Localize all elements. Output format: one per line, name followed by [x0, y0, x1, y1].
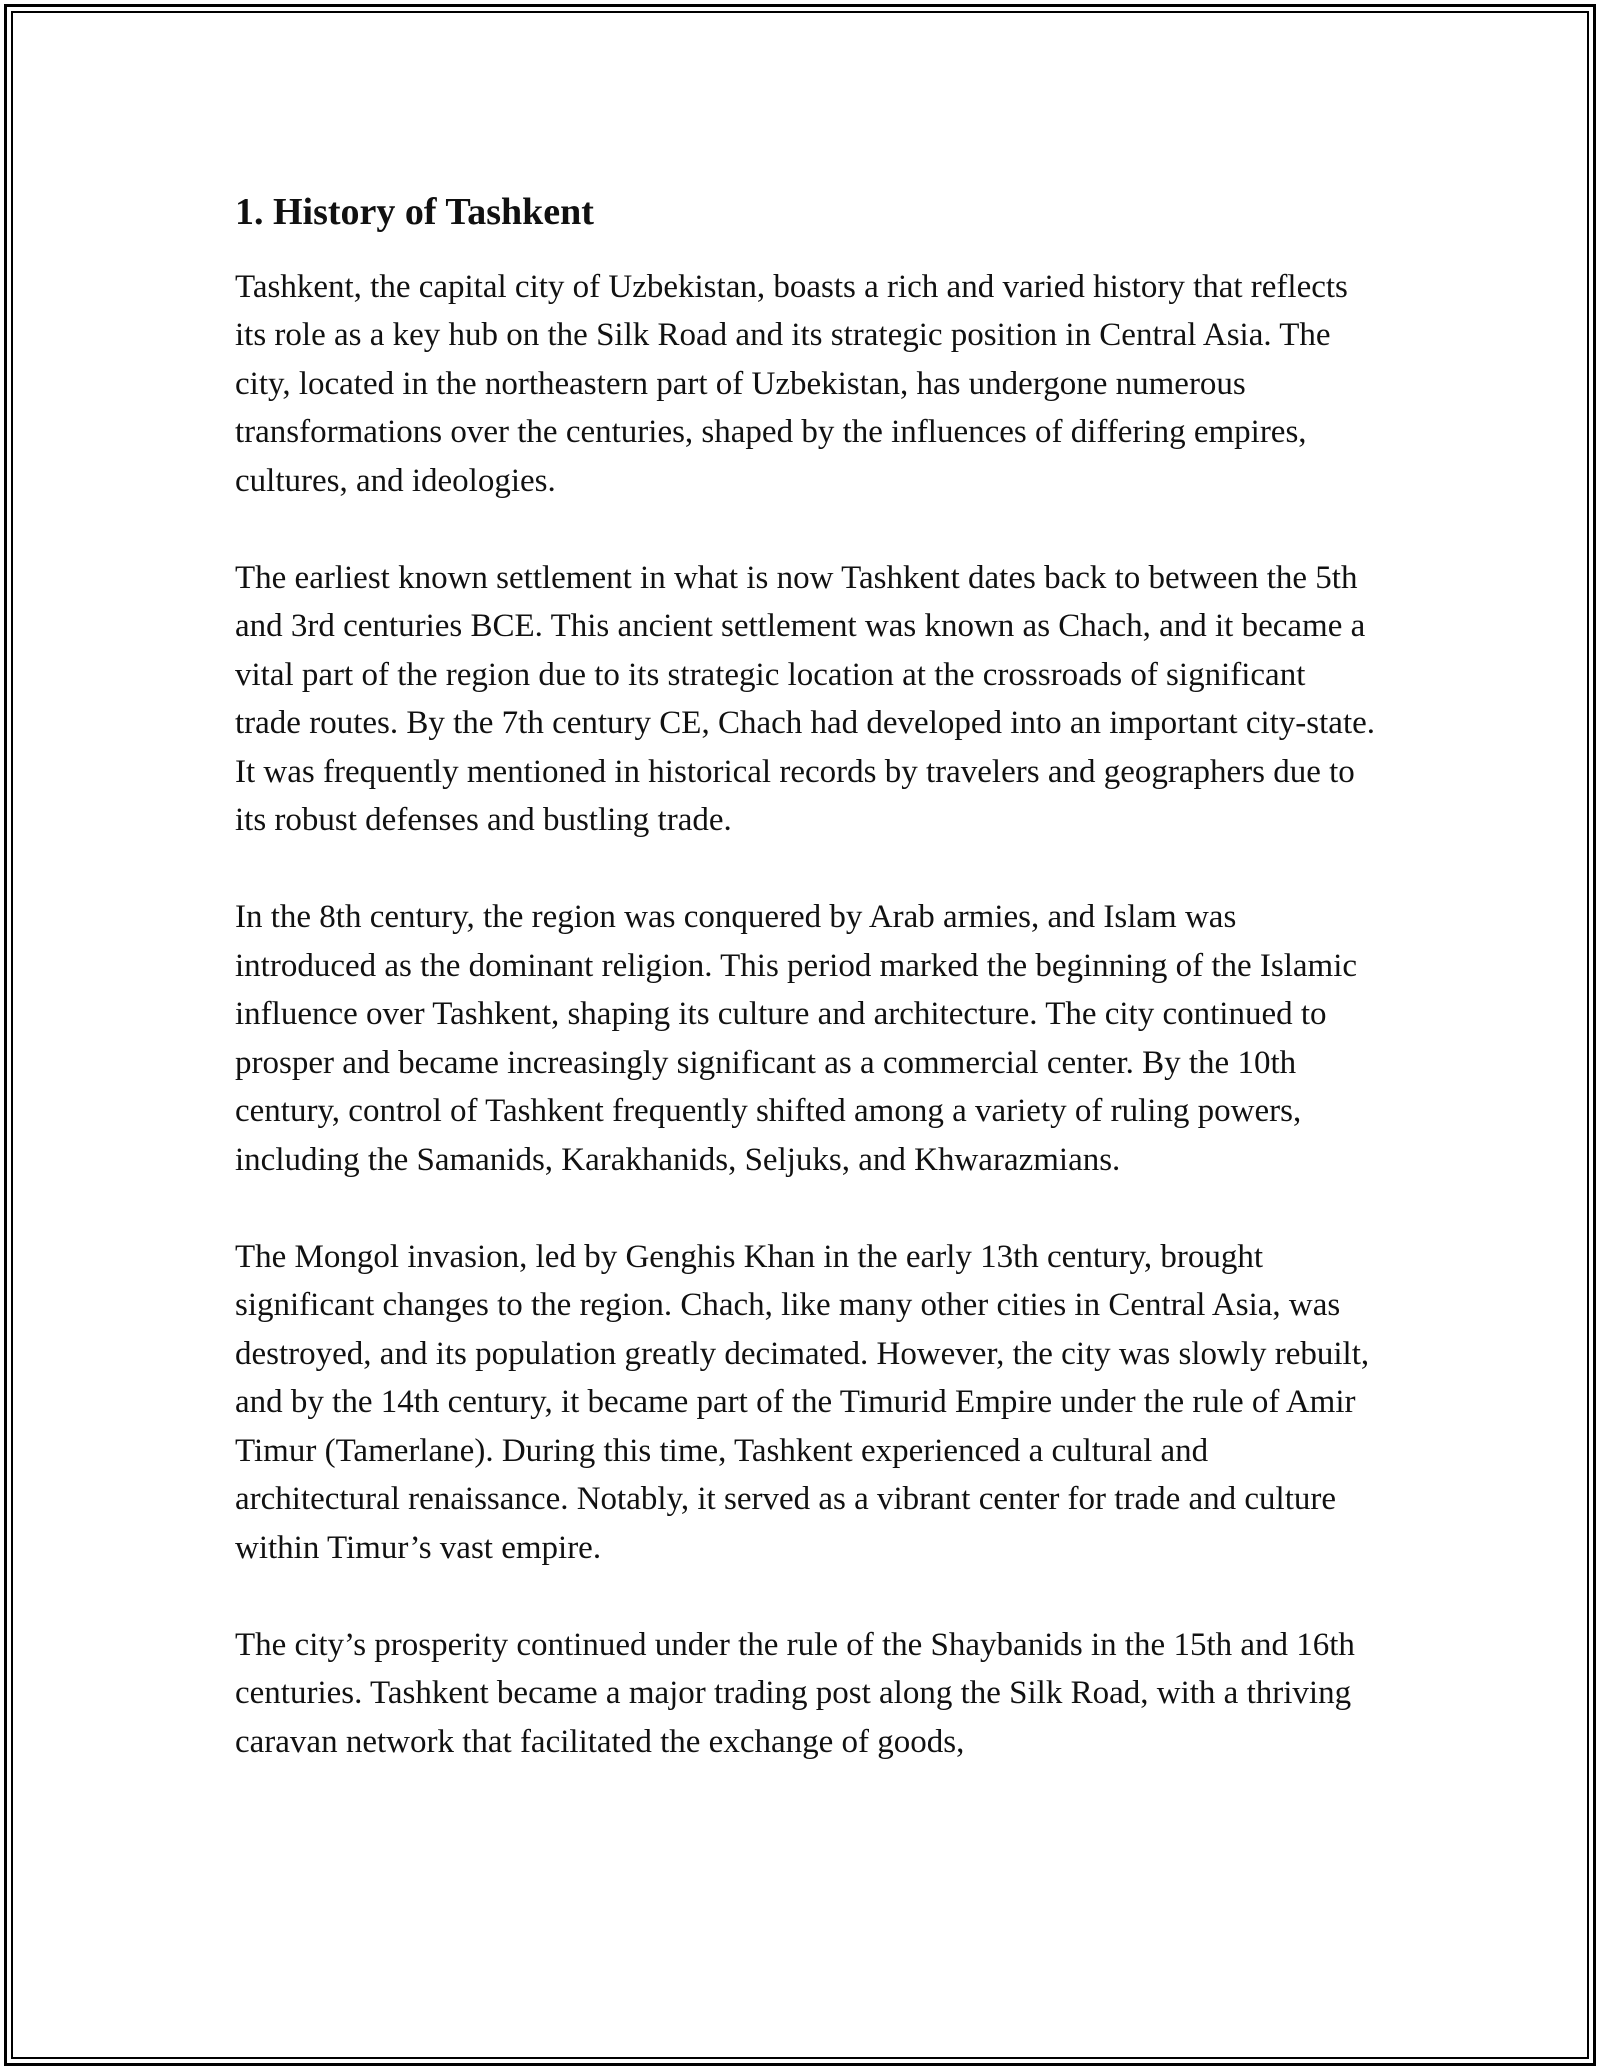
paragraph-intro: Tashkent, the capital city of Uzbekistan, boasts a rich and varied history that reflects its role as a key hub on the Silk Road and its strategic position in Central Asia. The city, located in the northeastern part of Uzbekistan, has undergone numerous transformations over the centuries, shaped by the influences of differing empires, cultures, and ideologies.: [235, 268, 1348, 499]
paragraph-shaybanids: The city’s prosperity continued under the rule of the Shaybanids in the 15th and 16th centuries. Tashkent became a major trading post along the Silk Road, with a thriving caravan network that facilitated the exchange of goods,: [235, 1626, 1355, 1760]
paragraph-early-settlement: The earliest known settlement in what is now Tashkent dates back to between the 5th and 3rd centuries BCE. This ancient settlement was known as Chach, and it became a vital part of the region due to its strategic location at the crossroads of significant trade routes. By the 7th century CE, Chach had developed into an important city-state. It was frequently mentioned in historical records by travelers and geographers due to its robust defenses and bustling trade.: [235, 559, 1376, 839]
document-body: [235, 180, 1375, 1815]
paragraph-mongol-invasion: The Mongol invasion, led by Genghis Khan in the early 13th century, brought significant changes to the region. Chach, like many other cities in Central Asia, was destroyed, and its population greatly decimated. However, the city was slowly rebuilt, and by the 14th century, it became part of the Timurid Empire under the rule of Amir Timur (Tamerlane). During this time, Tashkent experienced a cultural and architectural renaissance. Notably, it served as a vibrant center for trade and culture within Timur’s vast empire.: [235, 1238, 1370, 1566]
section-heading: 1. History of Tashkent: [235, 191, 594, 233]
paragraph-arab-conquest: In the 8th century, the region was conquered by Arab armies, and Islam was introduced as the dominant religion. This period marked the beginning of the Islamic influence over Tashkent, shaping its culture and architecture. The city continued to prosper and became increasingly significant as a commercial center. By the 10th century, control of Tashkent frequently shifted among a variety of ruling powers, including the Samanids, Karakhanids, Seljuks, and Khwarazmians.: [235, 899, 1358, 1178]
